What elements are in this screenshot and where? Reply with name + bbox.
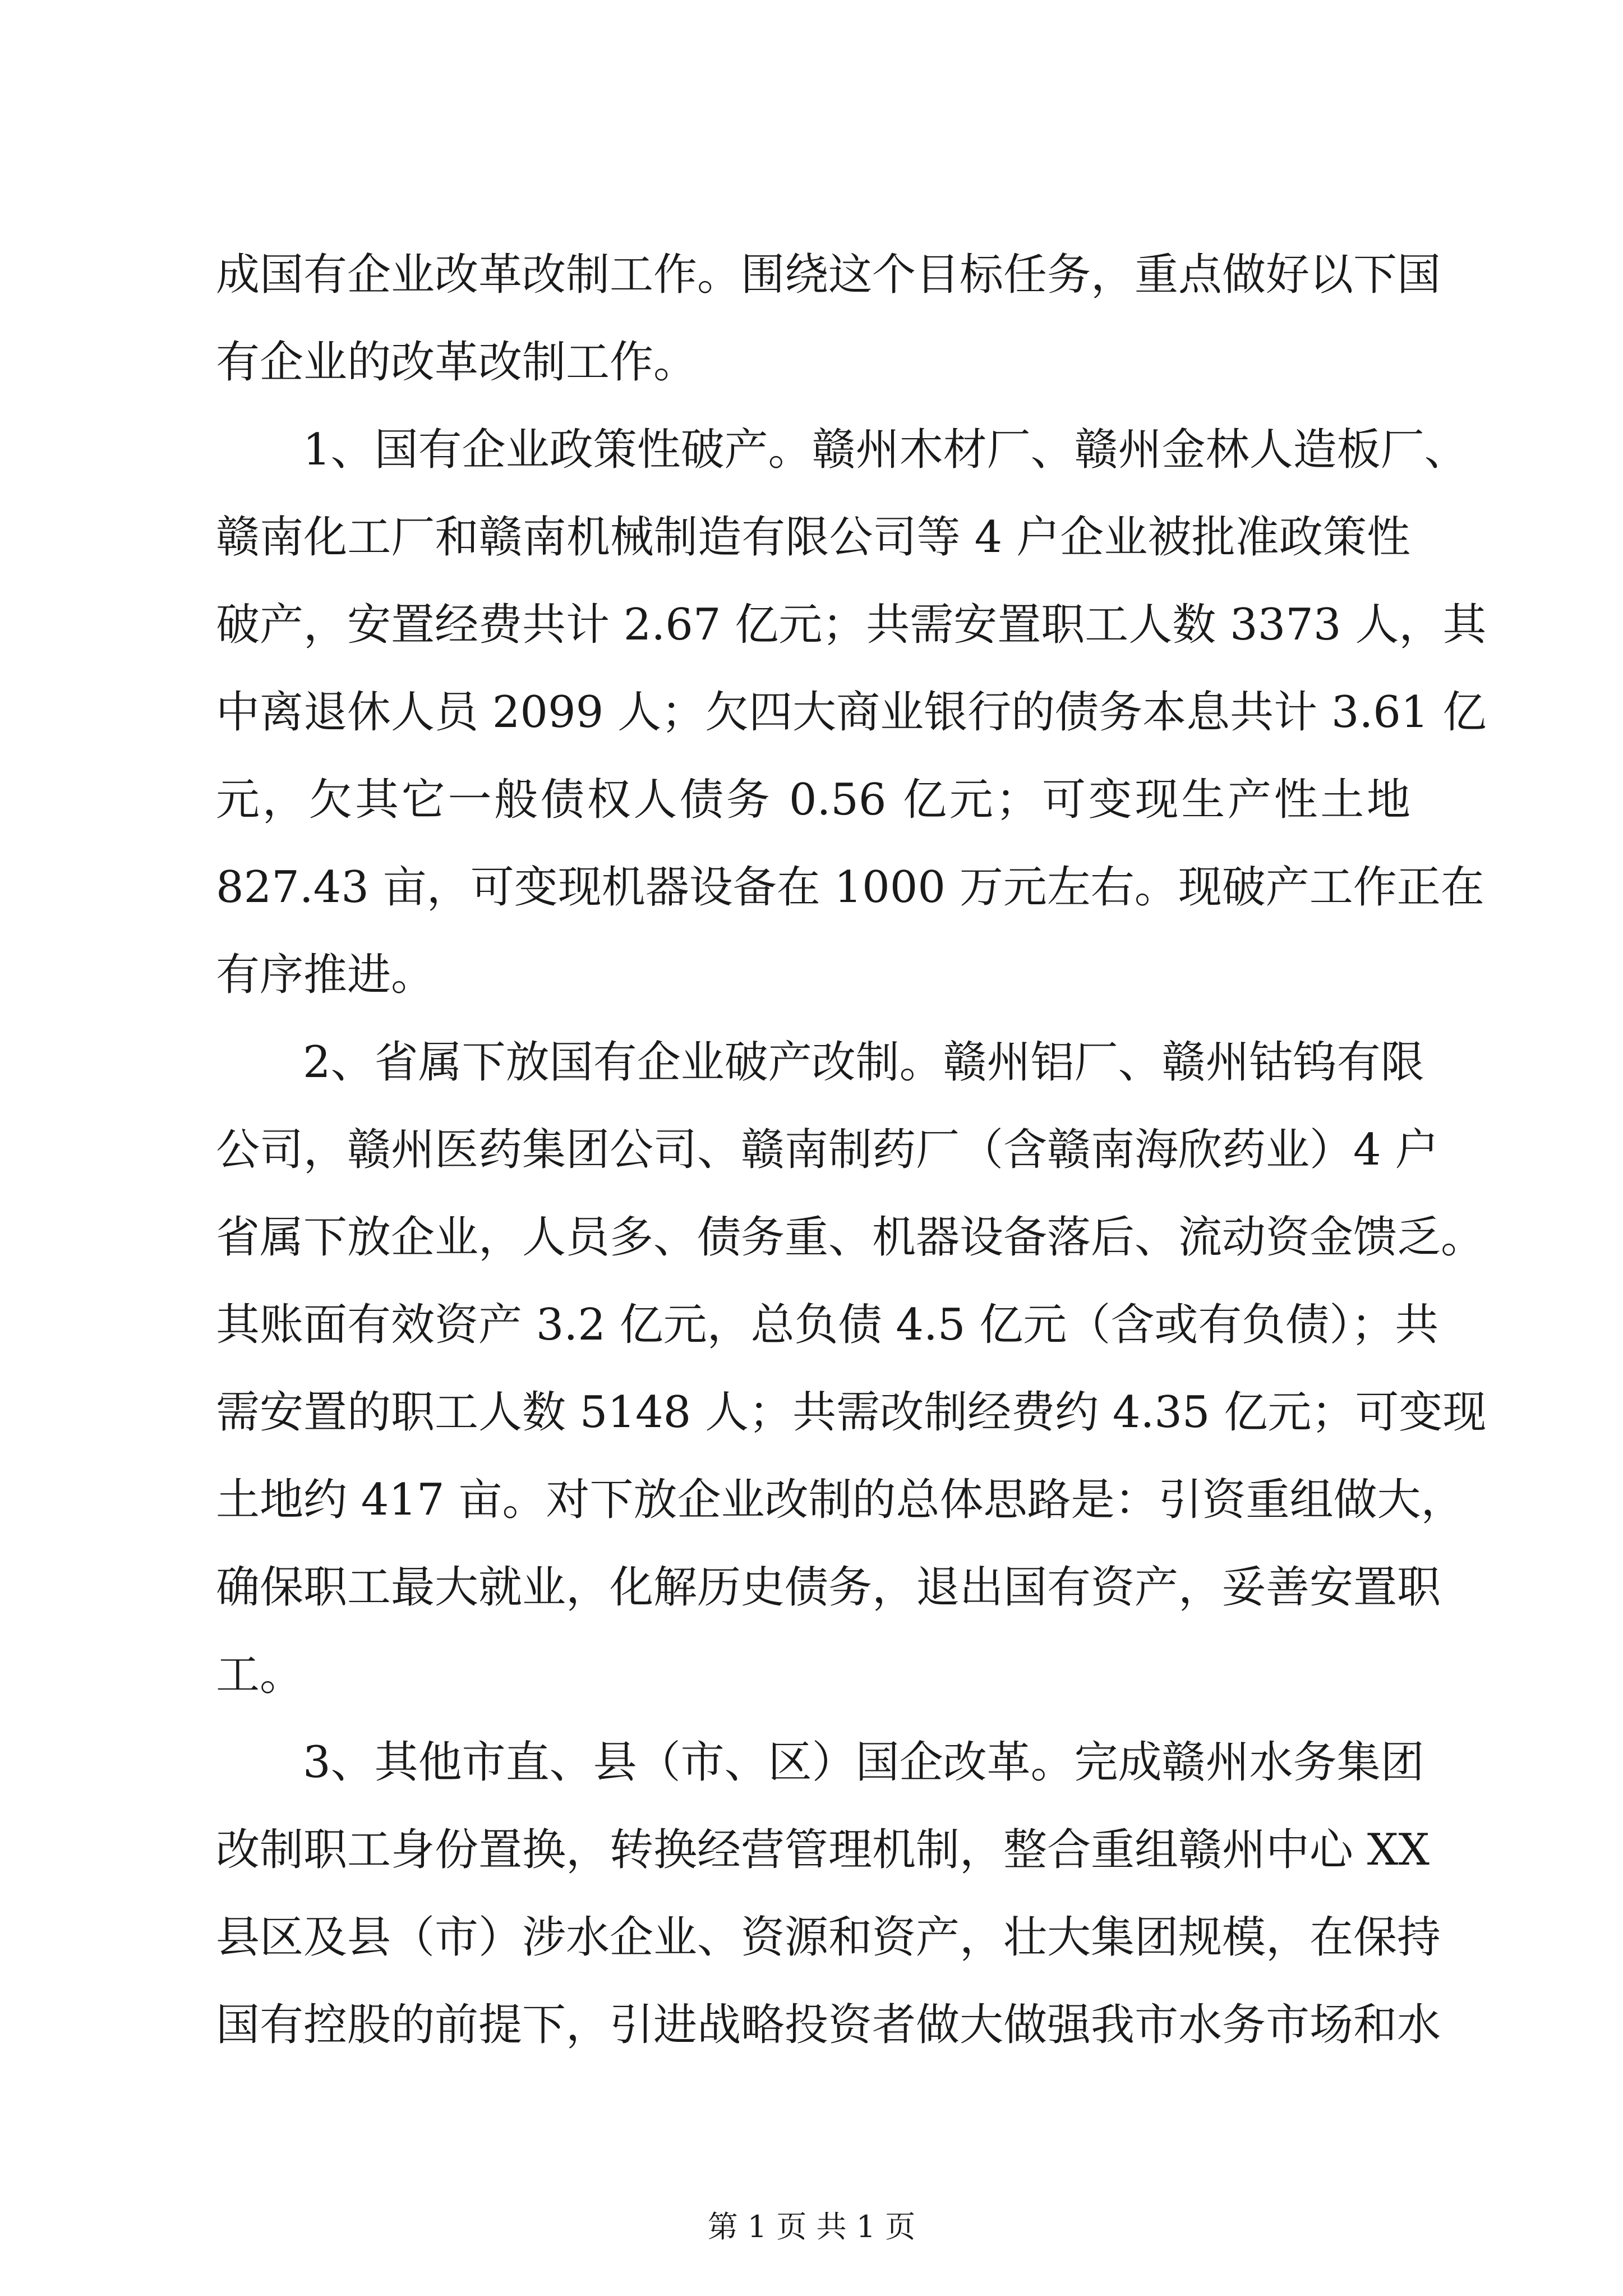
text-line: 其账面有效资产 3.2 亿元，总负债 4.5 亿元（含或有负债）；共: [216, 1300, 1439, 1350]
text-line: 国有控股的前提下，引进战略投资者做大做强我市水务市场和水: [216, 2000, 1441, 2050]
text-line: 1、国有企业政策性破产。赣州木材厂、赣州金林人造板厂、: [303, 425, 1468, 475]
text-line: 中离退休人员 2099 人；欠四大商业银行的债务本息共计 3.61 亿: [216, 687, 1487, 738]
text-line: 破产，安置经费共计 2.67 亿元；共需安置职工人数 3373 人，其: [216, 600, 1487, 650]
text-line: 省属下放企业，人员多、债务重、机器设备落后、流动资金馈乏。: [216, 1212, 1485, 1263]
text-line: 3、其他市直、县（市、区）国企改革。完成赣州水务集团: [303, 1737, 1424, 1788]
text-line: 确保职工最大就业，化解历史债务，退出国有资产，妥善安置职: [216, 1562, 1441, 1613]
text-line: 827.43 亩，可变现机器设备在 1000 万元左右。现破产工作正在: [216, 862, 1484, 913]
text-line: 工。: [216, 1650, 304, 1700]
text-line: 改制职工身份置换，转换经营管理机制，整合重组赣州中心 XX: [216, 1825, 1430, 1875]
text-line: 需安置的职工人数 5148 人；共需改制经费约 4.35 亿元；可变现: [216, 1387, 1487, 1438]
text-line: 有企业的改革改制工作。: [216, 337, 698, 388]
text-line: 成国有企业改革改制工作。围绕这个目标任务，重点做好以下国: [216, 250, 1441, 300]
text-line: 2、省属下放国有企业破产改制。赣州铝厂、赣州钴钨有限: [303, 1037, 1424, 1088]
text-line: 土地约 417 亩。对下放企业改制的总体思路是：引资重组做大，: [216, 1475, 1465, 1525]
page-footer: 第 1 页 共 1 页: [707, 2209, 916, 2244]
text-line: 县区及县（市）涉水企业、资源和资产，壮大集团规模，在保持: [216, 1912, 1441, 1963]
text-line: 元，欠其它一般债权人债务 0.56 亿元；可变现生产性土地: [216, 775, 1410, 825]
text-line: 有序推进。: [216, 950, 435, 1000]
text-line: 赣南化工厂和赣南机械制造有限公司等 4 户企业被批准政策性: [216, 512, 1410, 563]
text-line: 公司，赣州医药集团公司、赣南制药厂（含赣南海欣药业）4 户: [216, 1125, 1439, 1175]
